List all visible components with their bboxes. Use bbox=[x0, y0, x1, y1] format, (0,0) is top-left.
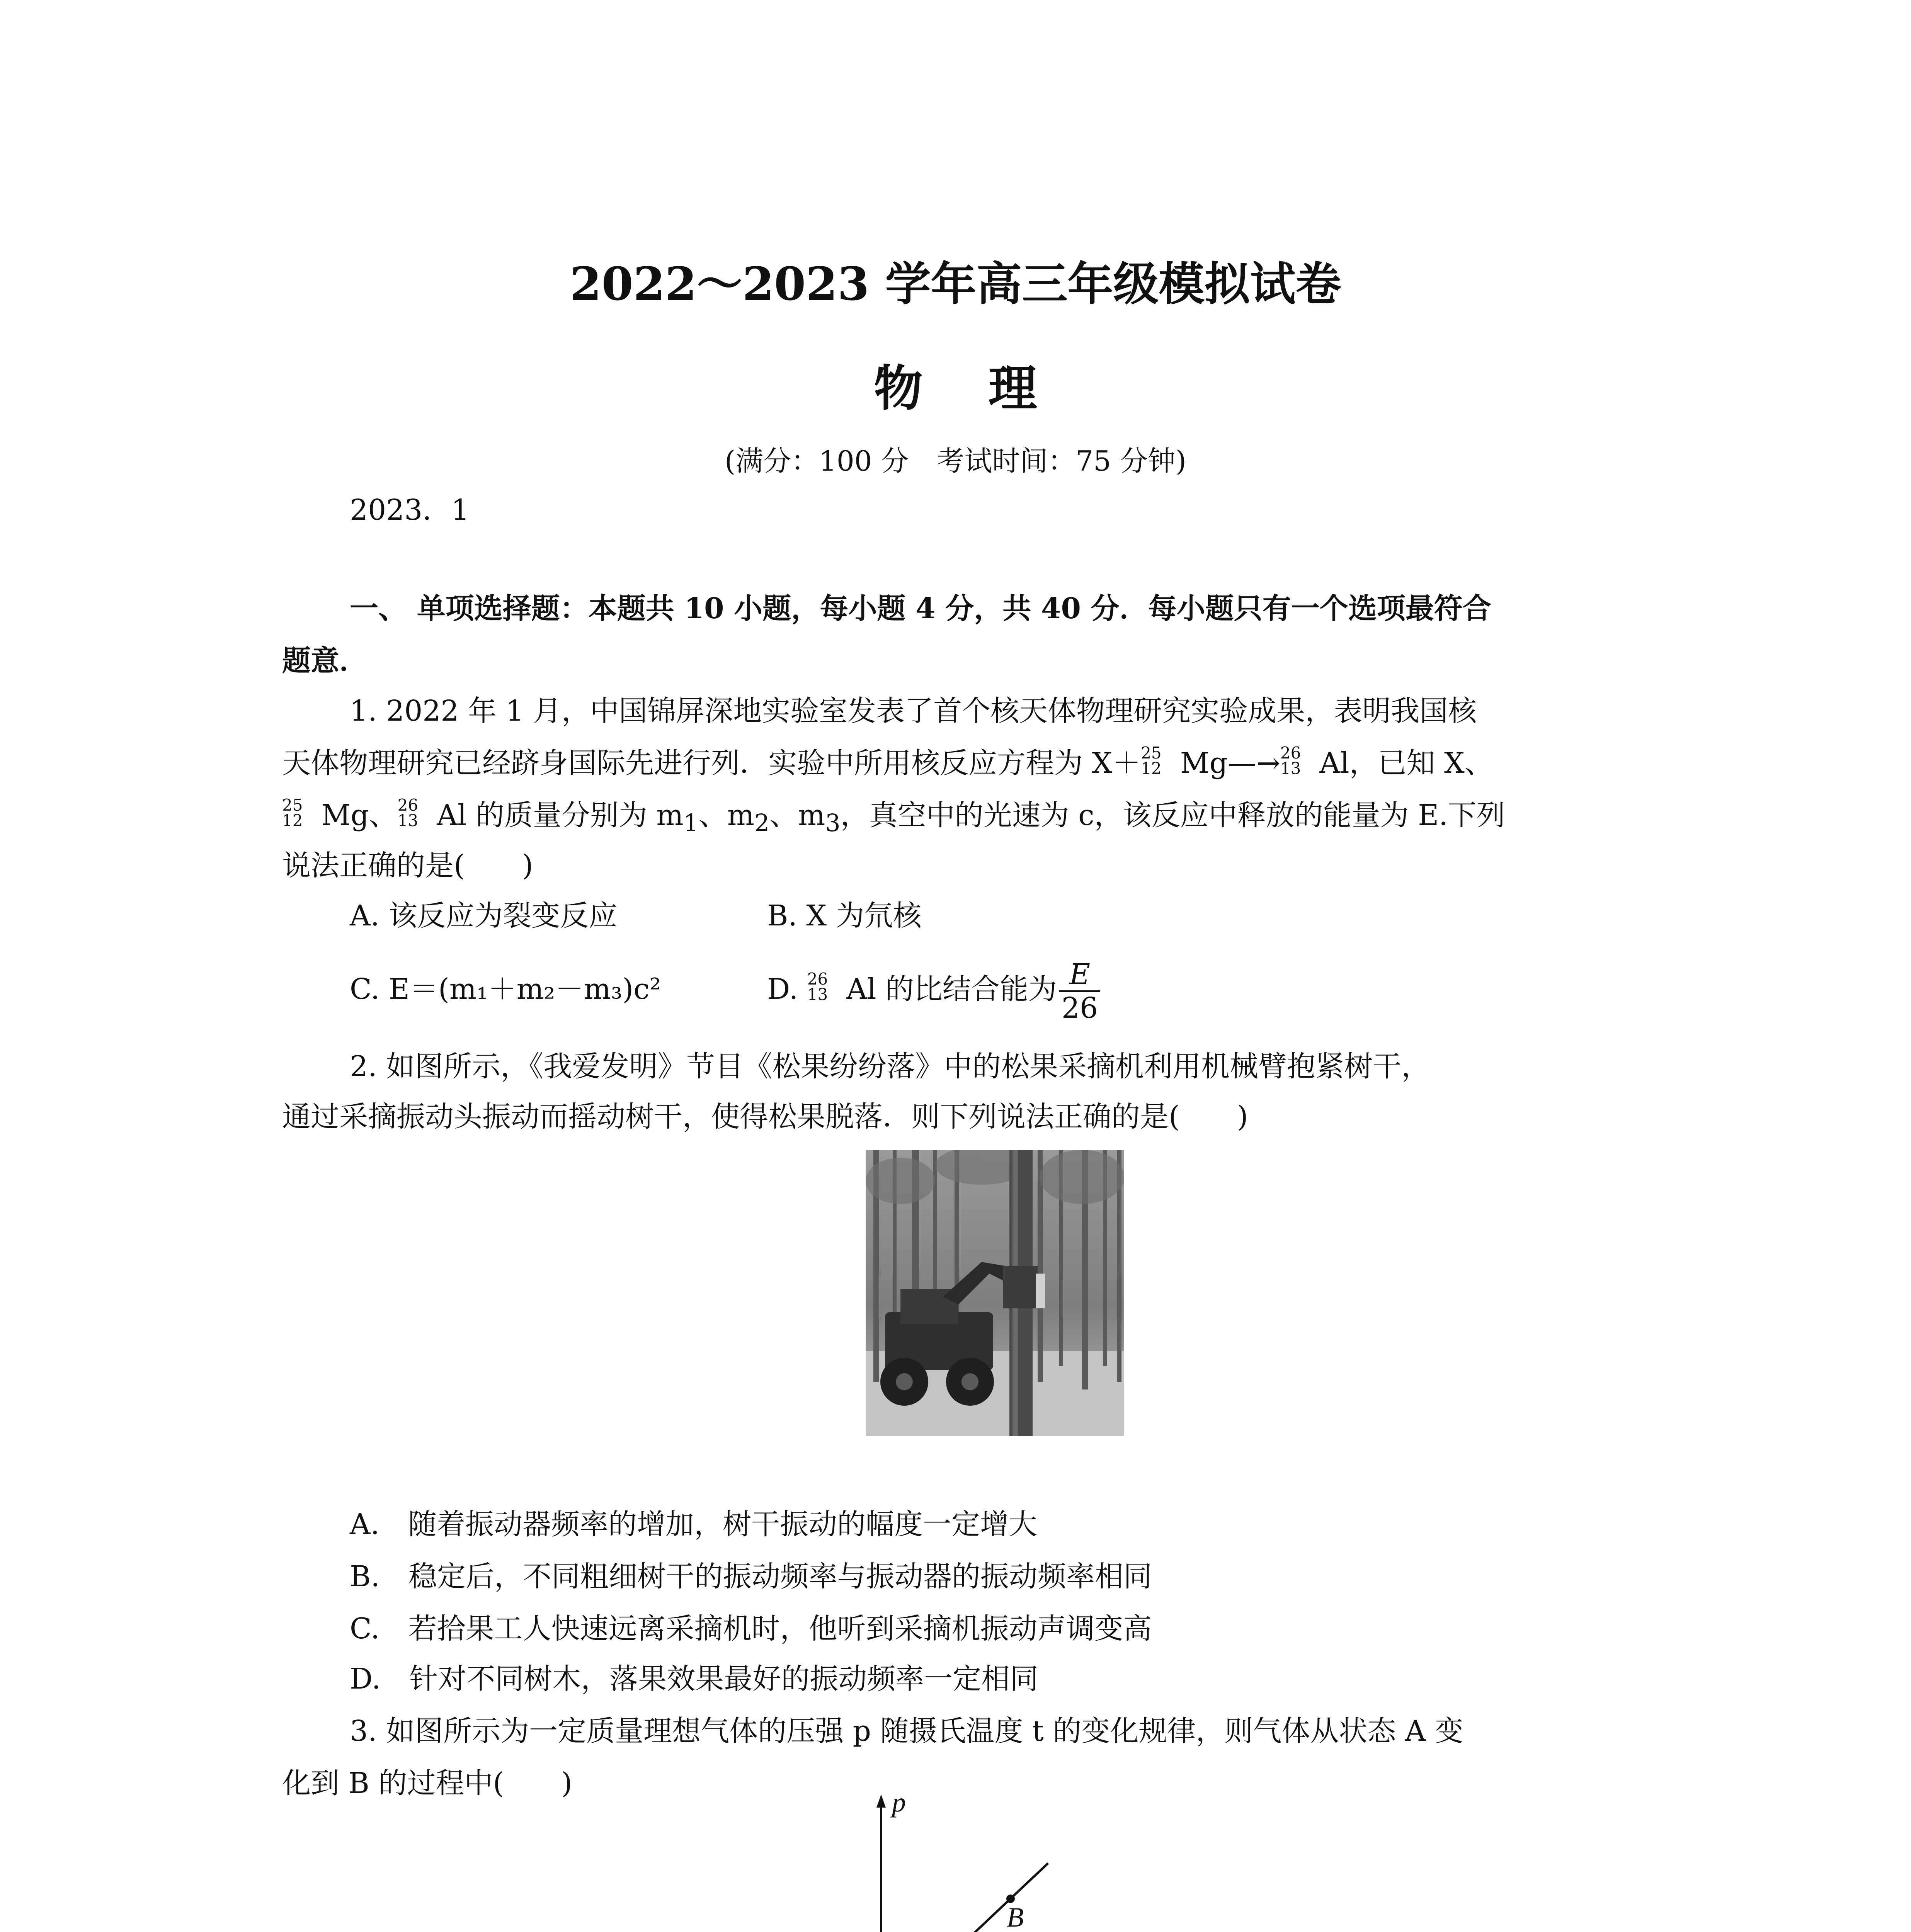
q2-option-d: D. 针对不同树木，落果效果最好的振动频率一定相同 bbox=[350, 1662, 1039, 1696]
q1-option-a: A. 该反应为裂变反应 bbox=[350, 899, 618, 932]
exam-date: 2023．1 bbox=[350, 493, 470, 527]
section-heading-cont: 题意． bbox=[282, 644, 368, 677]
subject-title: 物理 bbox=[874, 360, 1103, 417]
al-isotope-notation-2: 26 13 bbox=[397, 796, 419, 830]
exam-title: 2022～2023 学年高三年级模拟试卷 bbox=[570, 257, 1341, 311]
q3-line-2: 化到 B 的过程中( ) bbox=[282, 1767, 573, 1800]
mg-isotope-notation: 25 12 bbox=[1141, 743, 1162, 778]
exam-info: (满分：100 分 考试时间：75 分钟) bbox=[725, 445, 1186, 477]
pressure-temperature-graph bbox=[850, 1789, 1128, 1932]
q1-line-1: 1. 2022 年 1 月，中国锦屏深地实验室发表了首个核天体物理研究实验成果，表明我国核 bbox=[350, 694, 1477, 728]
q3-line-1: 3. 如图所示为一定质量理想气体的压强 p 随摄氏温度 t 的变化规律，则气体从状态 A 变 bbox=[350, 1714, 1463, 1748]
q1-option-c: C. E＝(m₁＋m₂－m₃)c² bbox=[350, 973, 661, 1006]
q1-line-2: 天体物理研究已经跻身国际先进行列．实验中所用核反应方程为 X＋ 25 12 Mg—→ 26 13 Al，已知 X、 bbox=[282, 743, 1493, 780]
section-heading: 一、 单项选择题：本题共 10 小题，每小题 4 分，共 40 分．每小题只有一个选项最符合 bbox=[350, 592, 1491, 625]
q1-option-d: D. 26 13 Al 的比结合能为 $\frac{E}{26}$ bbox=[767, 951, 1100, 1028]
binding-energy-fraction: $\frac{E}{26}$ bbox=[1059, 959, 1100, 1024]
y-axis-label: p bbox=[892, 1789, 906, 1818]
al-isotope-notation: 26 13 bbox=[1280, 743, 1301, 778]
pine-cone-harvester-photo bbox=[866, 1150, 1124, 1436]
q2-option-c: C. 若拾果工人快速远离采摘机时，他听到采摘机振动声调变高 bbox=[350, 1612, 1152, 1645]
q1-line-4: 说法正确的是( ) bbox=[282, 849, 533, 882]
q2-line-2: 通过采摘振动头振动而摇动树干，使得松果脱落．则下列说法正确的是( ) bbox=[282, 1100, 1248, 1133]
q2-option-b: B. 稳定后，不同粗细树干的振动频率与振动器的振动频率相同 bbox=[350, 1560, 1152, 1593]
y-axis-arrow bbox=[876, 1794, 886, 1808]
q1-option-b: B. X 为氘核 bbox=[767, 899, 922, 932]
point-b-label: B bbox=[1007, 1902, 1024, 1932]
al-isotope-notation-3: 26 13 bbox=[807, 969, 828, 1004]
q2-line-1: 2. 如图所示，《我爱发明》节目《松果纷纷落》中的松果采摘机利用机械臂抱紧树干， bbox=[350, 1050, 1430, 1083]
q2-option-a: A. 随着振动器频率的增加，树干振动的幅度一定增大 bbox=[350, 1508, 1037, 1541]
mg-isotope-notation-2: 25 12 bbox=[282, 796, 303, 830]
q1-line-3: 25 12 Mg、 26 13 Al 的质量分别为 $m_1$、$m_2$、$m_3$，真空中的光速为 c，该反应中释放的能量为 E.下列 bbox=[282, 796, 1505, 837]
